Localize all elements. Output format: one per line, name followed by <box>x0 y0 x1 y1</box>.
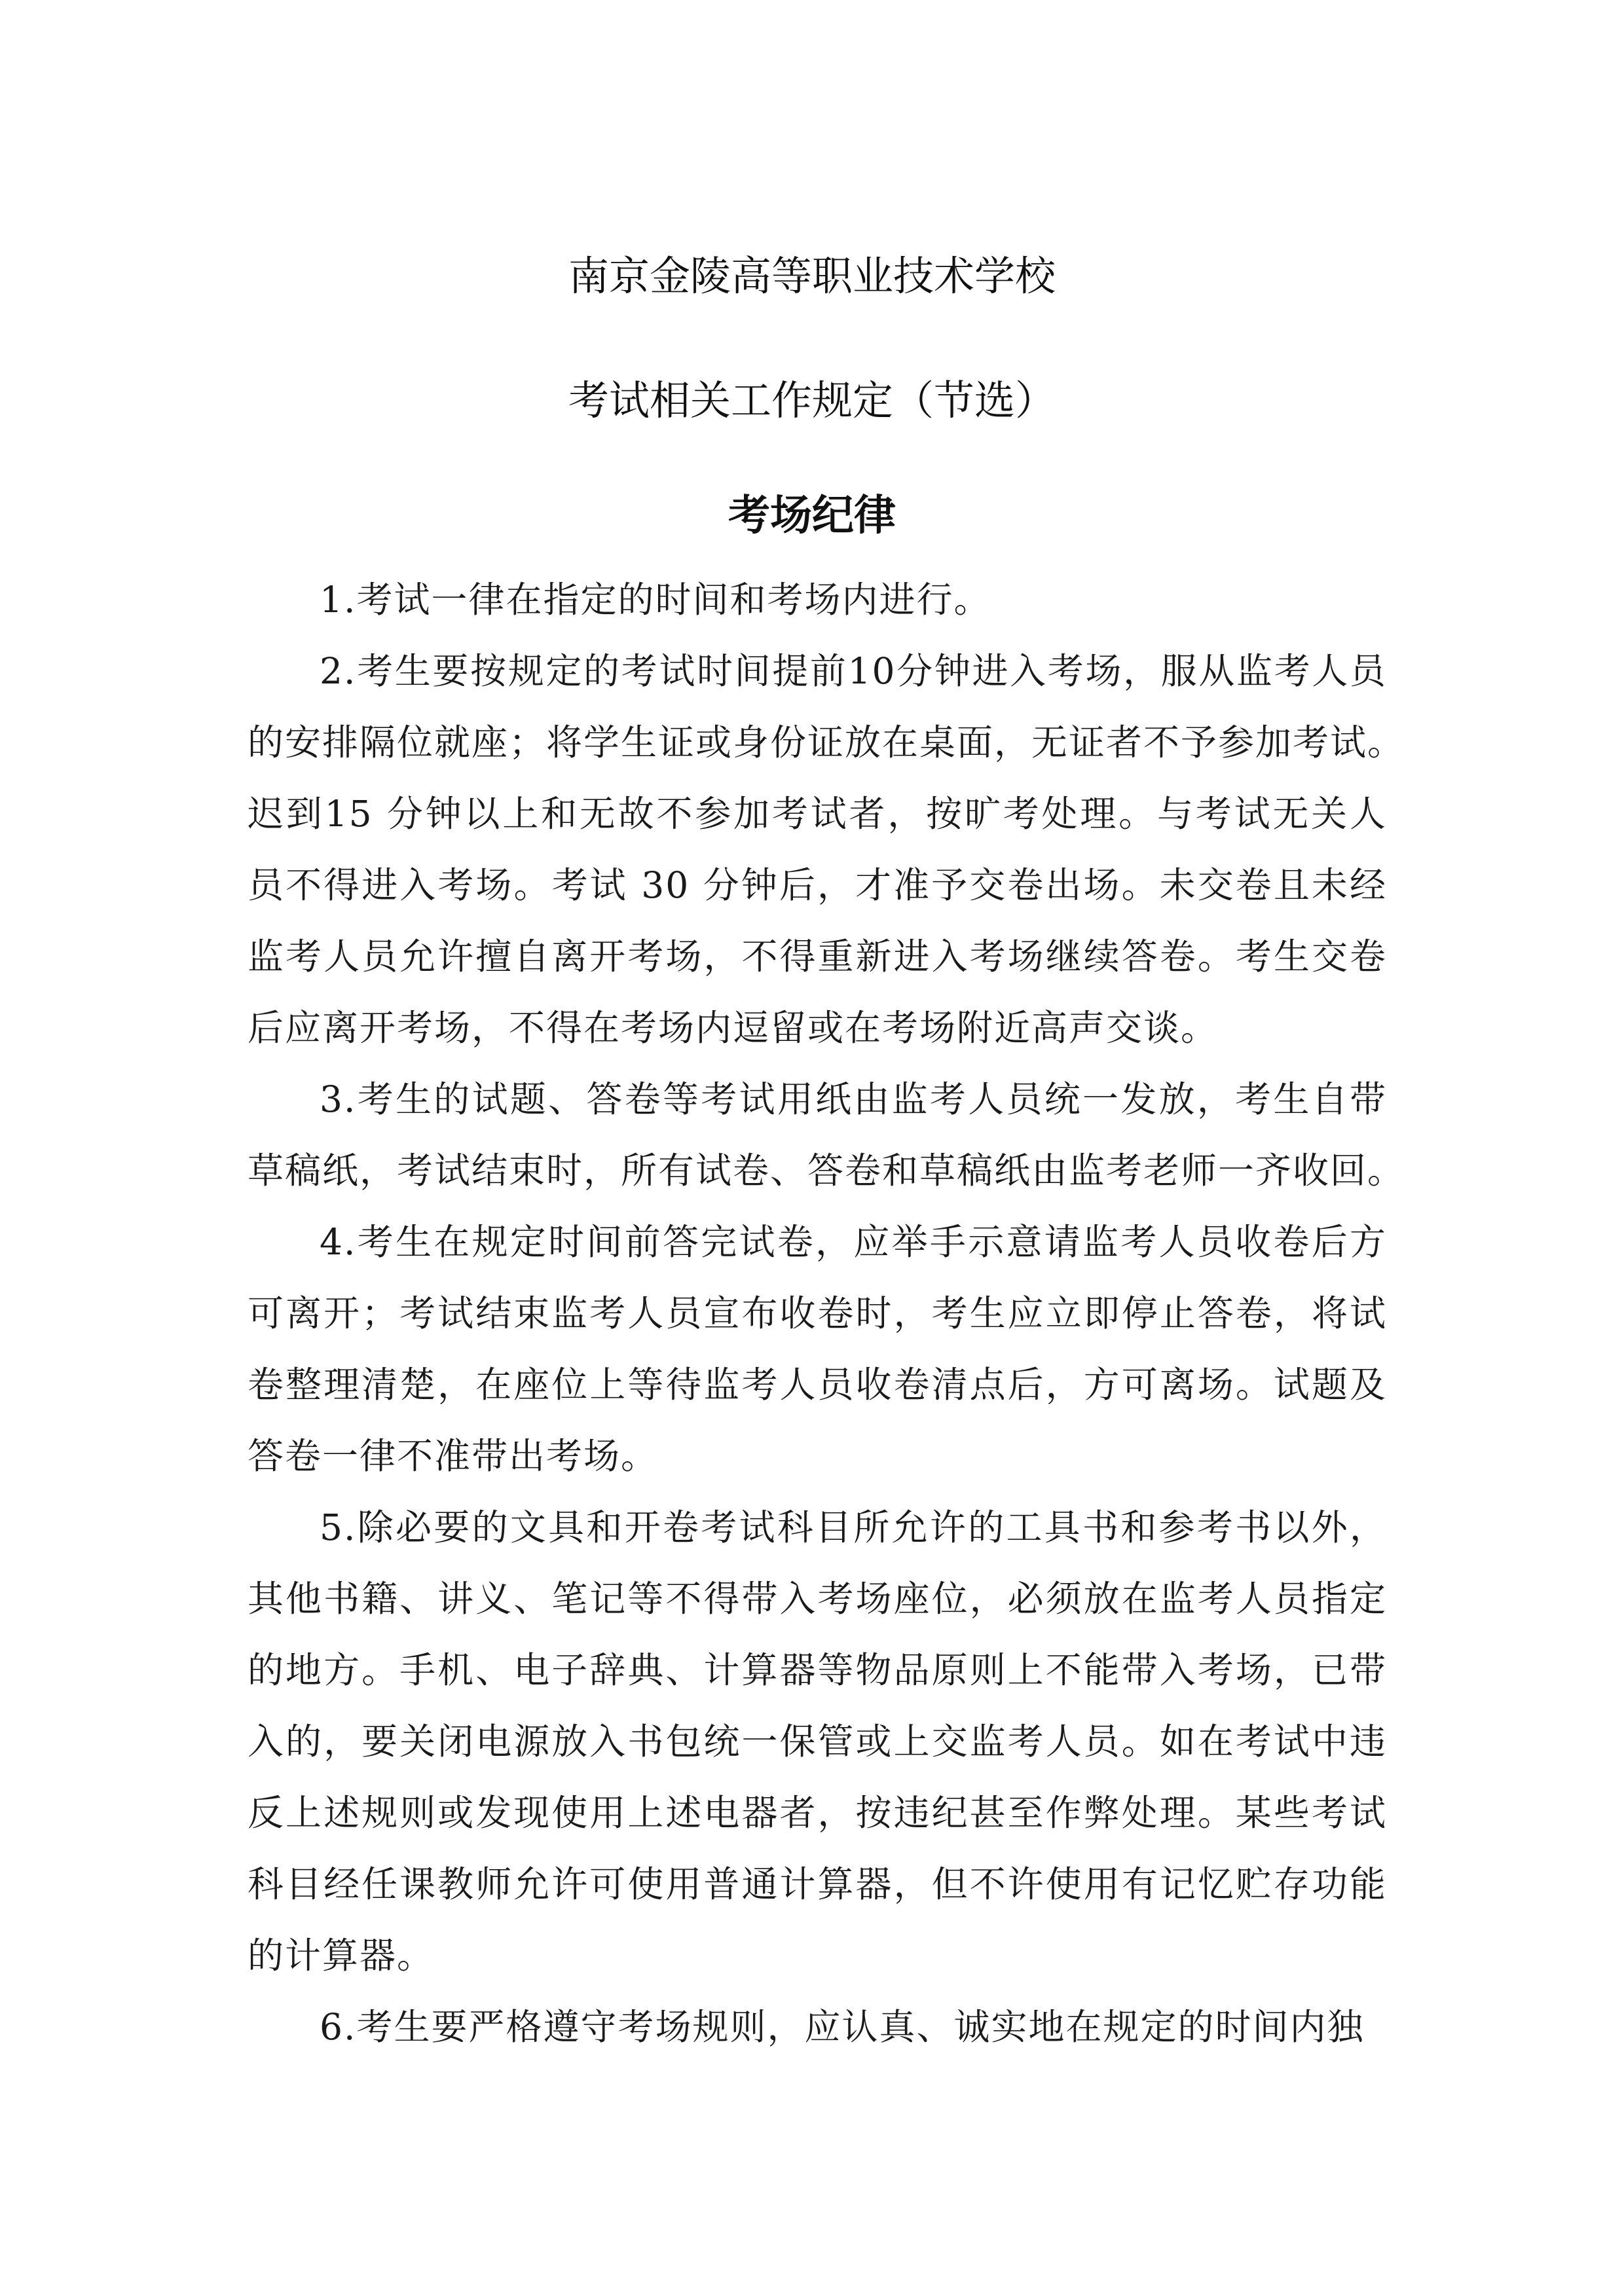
regulation-paragraph <box>248 1492 1387 1992</box>
regulation-paragraph <box>248 1207 1387 1492</box>
paragraph-line: 6.考生要严格遵守考场规则，应认真、诚实地在规定的时间内独 <box>320 2006 1365 2048</box>
paragraph-line: 反上述规则或发现使用上述电器者，按违纪甚至作弊处理。某些考试 <box>248 1792 1387 1834</box>
paragraph-line: 的地方。手机、电子辞典、计算器等物品原则上不能带入考场，已带 <box>248 1649 1387 1691</box>
paragraph-line: 5.除必要的文具和开卷考试科目所允许的工具书和参考书以外， <box>320 1506 1387 1548</box>
regulation-paragraph <box>248 636 1405 1064</box>
paragraph-line: 的安排隔位就座；将学生证或身份证放在桌面，无证者不予参加考试。 <box>248 721 1405 763</box>
paragraph-line: 监考人员允许擅自离开考场，不得重新进入考场继续答卷。考生交卷 <box>248 936 1387 977</box>
paragraph-line: 其他书籍、讲义、笔记等不得带入考场座位，必须放在监考人员指定 <box>248 1578 1387 1620</box>
regulation-paragraph <box>248 1992 1387 2063</box>
paragraph-line: 的计算器。 <box>248 1935 435 1977</box>
paragraph-line: 后应离开考场，不得在考场内逗留或在考场附近高声交谈。 <box>248 1007 1219 1049</box>
paragraph-line: 科目经任课教师允许可使用普通计算器，但不许使用有记忆贮存功能 <box>248 1863 1387 1905</box>
paragraph-line: 答卷一律不准带出考场。 <box>248 1435 659 1477</box>
paragraph-line: 入的，要关闭电源放入书包统一保管或上交监考人员。如在考试中违 <box>248 1721 1387 1762</box>
section-title: 考场纪律 <box>728 492 896 540</box>
regulation-paragraph <box>248 1064 1405 1207</box>
regulation-title: 考试相关工作规定（节选） <box>568 376 1056 424</box>
paragraph-line: 卷整理清楚，在座位上等待监考人员收卷清点后，方可离场。试题及 <box>248 1364 1387 1406</box>
paragraph-line: 可离开；考试结束监考人员宣布收卷时，考生应立即停止答卷，将试 <box>248 1292 1387 1334</box>
paragraph-line: 1.考试一律在指定的时间和考场内进行。 <box>320 579 991 621</box>
paragraph-line: 草稿纸，考试结束时，所有试卷、答卷和草稿纸由监考老师一齐收回。 <box>248 1150 1405 1192</box>
school-title: 南京金陵高等职业技术学校 <box>568 252 1056 300</box>
paragraph-line: 3.考生的试题、答卷等考试用纸由监考人员统一发放，考生自带 <box>320 1078 1387 1120</box>
paragraph-line: 4.考生在规定时间前答完试卷，应举手示意请监考人员收卷后方 <box>320 1221 1387 1263</box>
regulation-paragraph <box>248 564 1387 636</box>
paragraph-line: 员不得进入考场。考试 30 分钟后，才准予交卷出场。未交卷且未经 <box>248 864 1387 906</box>
paragraph-line: 迟到15 分钟以上和无故不参加考试者，按旷考处理。与考试无关人 <box>248 793 1387 835</box>
paragraph-line: 2.考生要按规定的考试时间提前10分钟进入考场，服从监考人员 <box>320 650 1387 692</box>
regulation-body <box>248 564 1405 2063</box>
